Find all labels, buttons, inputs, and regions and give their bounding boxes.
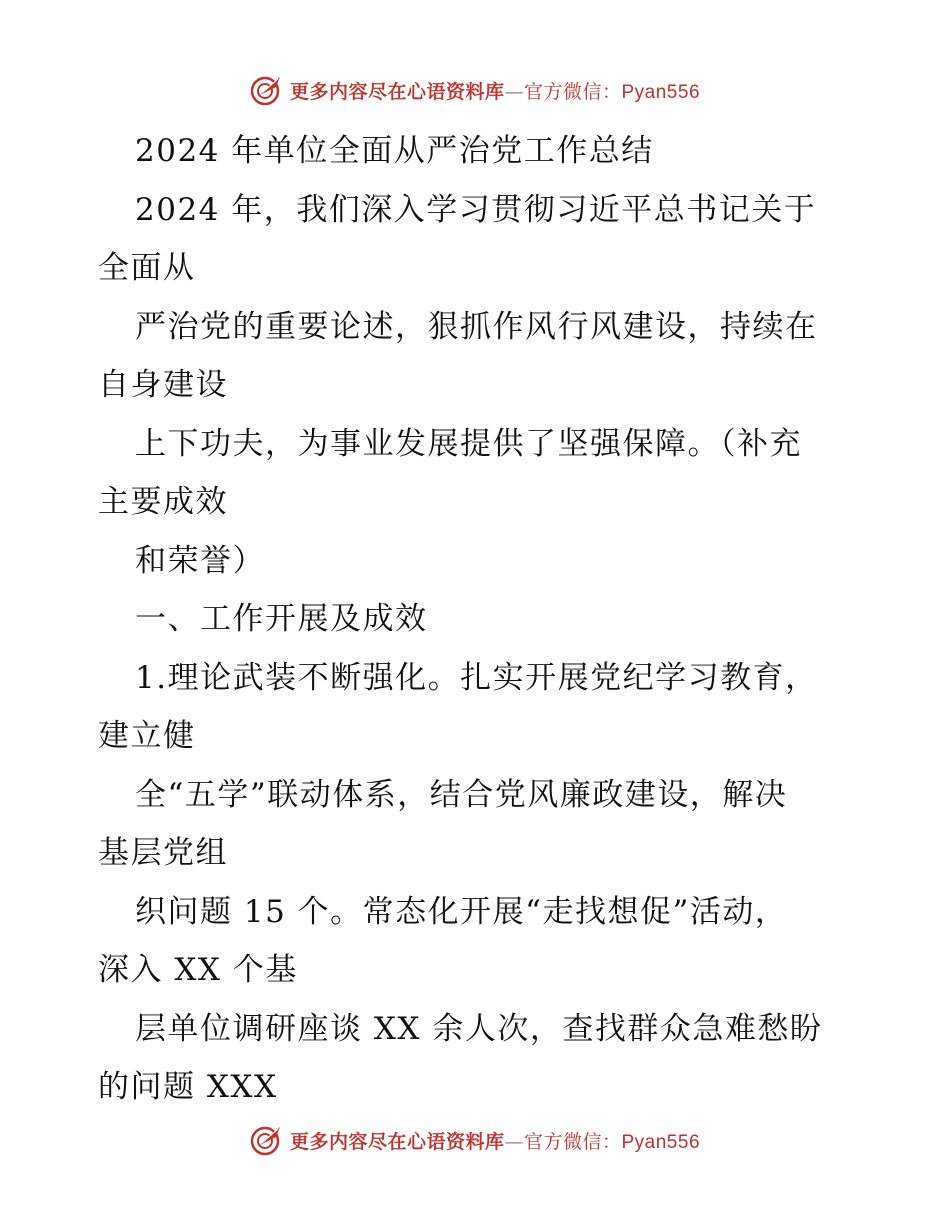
text-line: 基层党组	[98, 835, 228, 871]
feather-pen-logo-icon	[250, 1123, 284, 1157]
text-line: 深入 XX 个基	[98, 952, 298, 988]
document-body	[98, 122, 858, 1117]
footer-watermark	[0, 1120, 950, 1160]
text-line: 一、工作开展及成效	[135, 601, 428, 637]
text-line: 主要成效	[98, 484, 228, 520]
text-line: 2024 年单位全面从严治党工作总结	[135, 133, 654, 169]
text-line: 上下功夫，为事业发展提供了坚强保障。（补充	[135, 425, 802, 462]
text-line: 全“五学”联动体系，结合党风廉政建设，解决	[135, 776, 788, 813]
text-line: 织问题 15 个。常态化开展“走找想促”活动，	[135, 893, 788, 930]
watermark-contact-text: 官方微信：Pyan556	[524, 81, 701, 103]
text-line: 层单位调研座谈 XX 余人次，查找群众急难愁盼	[135, 1010, 823, 1047]
text-line: 和荣誉）	[135, 542, 265, 579]
text-line: 2024 年，我们深入学习贯彻习近平总书记关于	[135, 191, 817, 228]
watermark-main-text: 更多内容尽在心语资料库	[289, 1130, 505, 1153]
feather-pen-logo-icon	[250, 73, 284, 107]
text-line: 的问题 XXX	[98, 1069, 278, 1105]
text-line: 自身建设	[98, 367, 228, 403]
text-line: 1.理论武装不断强化。扎实开展党纪学习教育，	[135, 659, 818, 696]
watermark-contact-text: 官方微信：Pyan556	[524, 1131, 701, 1153]
watermark-main-text: 更多内容尽在心语资料库	[289, 80, 505, 103]
watermark-separator: —	[504, 1130, 524, 1153]
text-line: 全面从	[98, 250, 196, 286]
text-line: 严治党的重要论述，狠抓作风行风建设，持续在	[135, 308, 818, 345]
header-watermark	[0, 70, 950, 110]
text-line: 建立健	[98, 718, 196, 754]
watermark-separator: —	[504, 80, 524, 103]
